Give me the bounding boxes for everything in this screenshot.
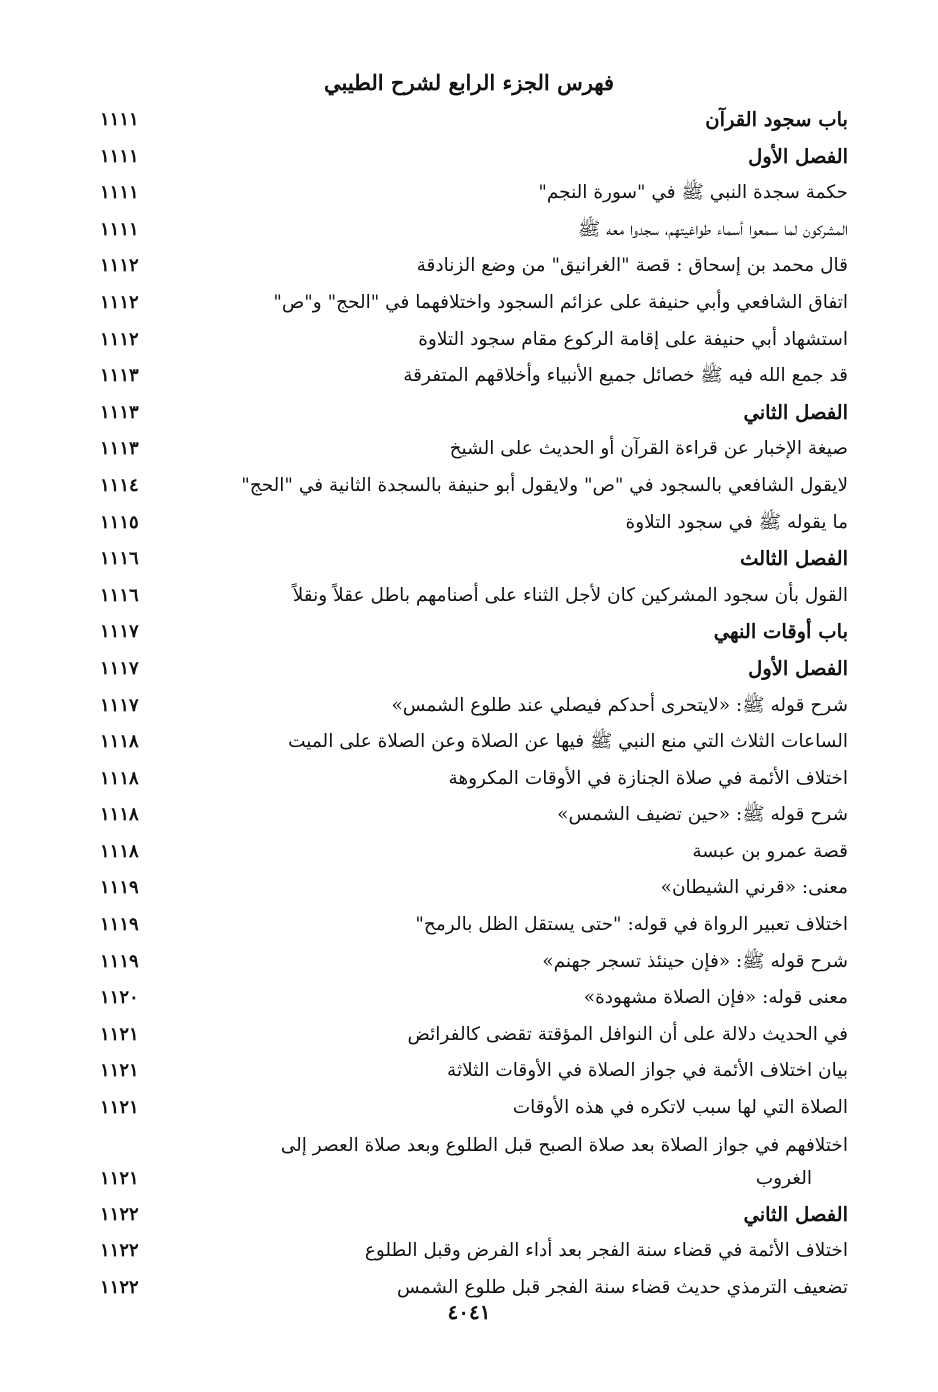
page-number: ٤٠٤١ bbox=[447, 1300, 491, 1324]
toc-entry-text: الفصل الثالث bbox=[740, 547, 848, 571]
toc-entry-text: باب سجود القرآن bbox=[705, 108, 848, 131]
toc-entry-text: باب أوقات النهي bbox=[713, 620, 848, 644]
toc-entry bbox=[0, 1017, 938, 1054]
toc-entry-title bbox=[188, 1017, 848, 1054]
toc-entry-title bbox=[188, 212, 848, 249]
toc-page-number: ١١١٢ bbox=[100, 291, 139, 313]
toc-section-heading bbox=[0, 139, 938, 176]
toc-page-number: ١١٢٢ bbox=[100, 1203, 139, 1225]
toc-entry bbox=[0, 761, 938, 798]
page-title: فهرس الجزء الرابع لشرح الطيبي bbox=[323, 70, 615, 95]
toc-entry-text: الفصل الثاني bbox=[743, 400, 848, 424]
toc-entry-title bbox=[188, 944, 848, 981]
toc-entry bbox=[0, 578, 938, 615]
toc-page-number: ١١١٢ bbox=[100, 255, 139, 277]
toc-entry-title bbox=[188, 175, 848, 212]
toc-page-number: ١١١٨ bbox=[100, 804, 139, 826]
toc-entry-title bbox=[188, 980, 848, 1017]
toc-page-number: ١١١١ bbox=[100, 109, 139, 130]
toc-entry-title bbox=[188, 688, 848, 725]
toc-entry bbox=[0, 907, 938, 944]
toc-entry bbox=[0, 175, 938, 212]
toc-section-heading bbox=[0, 102, 938, 139]
toc-entry-text: شرح قوله ﷺ: «لايتحرى أحدكم فيصلي عند طلوع الشمس» bbox=[391, 694, 848, 716]
toc-page-number: ١١١٦ bbox=[100, 548, 139, 570]
toc-entry bbox=[0, 212, 938, 249]
toc-entry-title bbox=[188, 578, 848, 615]
toc-page-number: ١١١٩ bbox=[100, 914, 139, 936]
toc-page-number: ١١١٣ bbox=[100, 365, 139, 387]
toc-entry-text: شرح قوله ﷺ: «حين تضيف الشمس» bbox=[557, 804, 848, 826]
toc-entry-title bbox=[188, 505, 848, 542]
toc-entry-text: الصلاة التي لها سبب لاتكره في هذه الأوقات bbox=[512, 1097, 848, 1119]
toc-page-number: ١١١٤ bbox=[100, 474, 139, 496]
toc-page-number: ١١١٥ bbox=[100, 511, 139, 533]
toc-entry-title bbox=[188, 1197, 848, 1234]
toc-entry-title bbox=[188, 651, 848, 688]
toc-entry-text: معنى قوله: «فإن الصلاة مشهودة» bbox=[583, 987, 848, 1009]
toc-entry-text: اختلاف الأئمة في صلاة الجنازة في الأوقات المكروهة bbox=[448, 767, 848, 789]
toc-entry bbox=[0, 285, 938, 322]
toc-entry-title bbox=[188, 285, 848, 322]
toc-page-number: ١١١٨ bbox=[100, 767, 139, 789]
toc-entry-title bbox=[188, 907, 848, 944]
toc-page-number: ١١١٣ bbox=[100, 438, 139, 460]
toc-entry-text: الفصل الثاني bbox=[743, 1202, 848, 1226]
toc-entry-title bbox=[188, 139, 848, 176]
toc-entry bbox=[0, 1090, 938, 1127]
toc-entry-title bbox=[188, 358, 848, 395]
toc-entry-text: حكمة سجدة النبي ﷺ في "سورة النجم" bbox=[538, 182, 848, 204]
toc-entry-text: شرح قوله ﷺ: «فإن حينئذ تسجر جهنم» bbox=[542, 950, 848, 972]
toc-page-number: ١١١٨ bbox=[100, 731, 139, 753]
toc-entry-continuation: الغروب bbox=[755, 1167, 812, 1189]
toc-entry-text: اتفاق الشافعي وأبي حنيفة على عزائم السجود واختلافهما في "الحج" و"ص" bbox=[273, 291, 848, 313]
toc-entry-text: قد جمع الله فيه ﷺ خصائل جميع الأنبياء وأخلاقهم المتفرقة bbox=[403, 365, 848, 387]
toc-entry-title bbox=[188, 834, 848, 871]
toc-page-number: ١١١١ bbox=[100, 182, 139, 204]
toc-page-number: ١١٢١ bbox=[100, 1060, 139, 1082]
toc-page-number: ١١١٦ bbox=[100, 584, 139, 606]
toc-entry bbox=[0, 468, 938, 505]
toc-entry-title bbox=[188, 431, 848, 468]
toc-entry bbox=[0, 980, 938, 1017]
toc-entry-text: اختلافهم في جواز الصلاة بعد صلاة الصبح قبل الطلوع وبعد صلاة العصر إلى bbox=[280, 1134, 848, 1156]
toc-entry-title bbox=[188, 797, 848, 834]
toc-entry-title bbox=[188, 870, 848, 907]
toc-entry-title bbox=[188, 761, 848, 798]
toc-page-number: ١١١٧ bbox=[100, 694, 139, 716]
toc-entry bbox=[0, 358, 938, 395]
toc-page-number: ١١١٨ bbox=[100, 840, 139, 862]
toc-entry bbox=[0, 724, 938, 761]
toc-entry-text: ما يقوله ﷺ في سجود التلاوة bbox=[625, 511, 848, 533]
toc-entry-text: الساعات الثلاث التي منع النبي ﷺ فيها عن الصلاة وعن الصلاة على الميت bbox=[288, 731, 848, 753]
toc-page-number: ١١١٩ bbox=[100, 950, 139, 972]
toc-entry-title bbox=[188, 1129, 848, 1195]
toc-page-number: ١١٢٢ bbox=[100, 1240, 139, 1262]
toc-entry-text: بيان اختلاف الأئمة في جواز الصلاة في الأوقات الثلاثة bbox=[447, 1060, 848, 1082]
toc-entry bbox=[0, 431, 938, 468]
toc-entry-text: قصة عمرو بن عبسة bbox=[692, 840, 848, 862]
toc-page-number: ١١٢٠ bbox=[100, 987, 139, 1009]
toc-entry-text: المشركون لما سمعوا أسماء طواغيتهم، سجدوا معه ﷺ bbox=[578, 218, 848, 240]
toc-entry bbox=[0, 1233, 938, 1270]
toc-page-number: ١١١٧ bbox=[100, 621, 139, 643]
toc-page-number: ١١١٣ bbox=[100, 401, 139, 423]
toc-entry bbox=[0, 834, 938, 871]
toc-entry-text: في الحديث دلالة على أن النوافل المؤقتة تقضى كالفرائض bbox=[407, 1023, 848, 1045]
toc-section-heading bbox=[0, 1197, 938, 1234]
toc-entry-title bbox=[188, 541, 848, 578]
toc-entry-text: تضعيف الترمذي حديث قضاء سنة الفجر قبل طلوع الشمس bbox=[397, 1276, 848, 1298]
toc-entry-text: اختلاف الأئمة في قضاء سنة الفجر بعد أداء الفرض وقبل الطلوع bbox=[364, 1240, 848, 1262]
toc-entry bbox=[0, 505, 938, 542]
toc-entry bbox=[0, 944, 938, 981]
toc-entry-text: الفصل الأول bbox=[748, 656, 848, 680]
toc-entry-title bbox=[188, 1233, 848, 1270]
toc-entry-title bbox=[188, 248, 848, 285]
toc-entry-text: لايقول الشافعي بالسجود في "ص" ولايقول أبو حنيفة بالسجدة الثانية في "الحج" bbox=[241, 474, 848, 496]
toc-page-number: ١١١٧ bbox=[100, 657, 139, 679]
toc-entry bbox=[0, 248, 938, 285]
toc-entry-text: اختلاف تعبير الرواة في قوله: "حتى يستقل الظل بالرمح" bbox=[415, 914, 848, 936]
toc-entry-title bbox=[188, 395, 848, 432]
toc-page-number: ١١٢٢ bbox=[100, 1276, 139, 1298]
toc-entry-text: القول بأن سجود المشركين كان لأجل الثناء على أصنامهم باطل عقلاً ونقلاً bbox=[292, 584, 848, 606]
toc-entry bbox=[0, 688, 938, 725]
toc-entry bbox=[0, 322, 938, 359]
toc-entry-text: الفصل الأول bbox=[748, 144, 848, 168]
toc-page-number: ١١٢١ bbox=[100, 1097, 139, 1119]
toc-entry-title bbox=[188, 614, 848, 651]
toc-entry-title bbox=[188, 724, 848, 761]
toc-section-heading bbox=[0, 541, 938, 578]
toc-entry-text: معنى: «قرني الشيطان» bbox=[660, 877, 848, 899]
toc-section-heading bbox=[0, 651, 938, 688]
toc-section-heading bbox=[0, 614, 938, 651]
toc-page-number: ١١٢١ bbox=[100, 1023, 139, 1045]
toc-page-number: ١١١٢ bbox=[100, 328, 139, 350]
toc-entry bbox=[0, 797, 938, 834]
toc-page-number: ١١١٩ bbox=[100, 877, 139, 899]
toc-entry-text: قال محمد بن إسحاق : قصة "الغرانيق" من وضع الزنادقة bbox=[416, 255, 848, 277]
toc-entry-text: استشهاد أبي حنيفة على إقامة الركوع مقام سجود التلاوة bbox=[418, 328, 848, 350]
toc-entry bbox=[0, 870, 938, 907]
toc-section-heading bbox=[0, 395, 938, 432]
toc-entry bbox=[0, 1127, 938, 1197]
toc-entry bbox=[0, 1053, 938, 1090]
toc-entry-text: صيغة الإخبار عن قراءة القرآن أو الحديث على الشيخ bbox=[449, 438, 848, 460]
toc-entry-title bbox=[188, 1053, 848, 1090]
toc-entry-title bbox=[188, 468, 848, 505]
toc-page-number: ١١١١ bbox=[100, 145, 139, 167]
toc-entry-title bbox=[188, 1090, 848, 1127]
toc-page-number: ١١١١ bbox=[100, 218, 139, 240]
toc-entry-title bbox=[188, 322, 848, 359]
toc-entry-title bbox=[188, 102, 848, 139]
toc-page-number: ١١٢١ bbox=[100, 1167, 139, 1189]
table-of-contents bbox=[0, 102, 938, 1306]
